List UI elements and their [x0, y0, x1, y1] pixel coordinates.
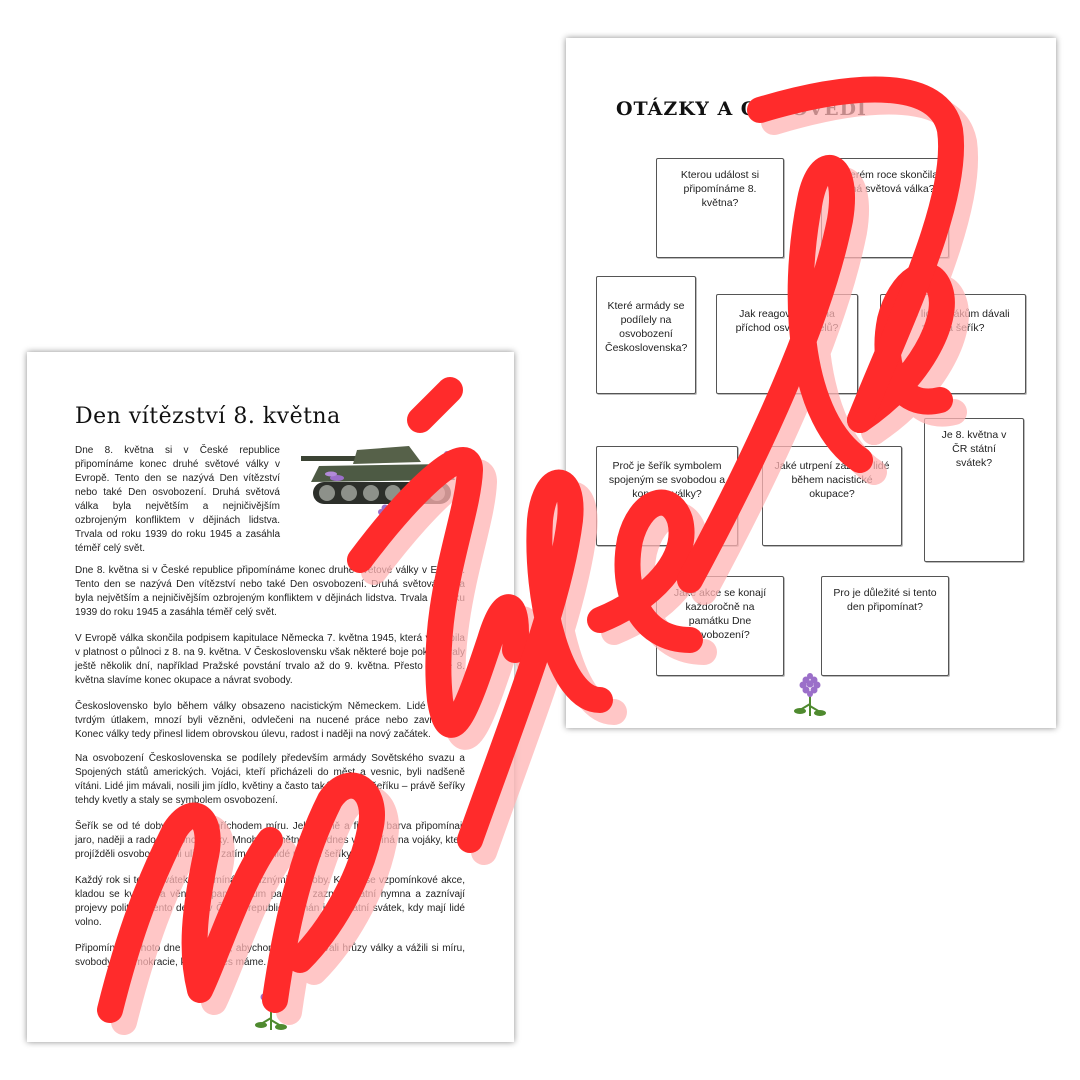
intro-paragraph: Dne 8. května si v České republice připomínáme konec druhé světové války v Evropě. Tento den se nazývá Den vítězství nebo také Den osvobození. Druhá světová válka byla největším a nejničivějším ozbrojeným konfliktem v dějinách lidstva. Trvala od roku 1939 do roku 1945 a zasáhla téměř celý svět. — [75, 445, 280, 554]
text-paragraph: Šeřík se od té doby spojuje s příchodem míru. Jeho vůně a fialová barva připomínají jaro, naději a radost z konce války. Mnoho pamětníků dodnes vzpomíná na vojáky, kteří projížděli osvobozenými ulicemi, zatímco jim lidé mávali šeříky. — [75, 821, 465, 860]
question-box — [762, 446, 902, 546]
lilac-flower-icon — [249, 982, 293, 1032]
question-text: Pro je důležité si tento den připomínat? — [833, 587, 937, 613]
question-text: Které armády se podílely na osvobození Československa? — [605, 300, 688, 354]
question-box — [880, 294, 1026, 394]
question-text: Jak reagovali lidé na příchod osvoboditelů? — [735, 308, 839, 334]
question-text: Kterou událost si připomínáme 8. května? — [680, 169, 760, 209]
text-paragraph: Dne 8. května si v České republice připomínáme konec druhé světové války v Evropě. Tento den se nazývá Den vítězství nebo také Den osvobození. Druhá světová válka byla největším a nejničivějším ozbrojeným konfliktem v dějinách lidstva. Trvala od roku 1939 do roku 1945 a zasáhla téměř celý svět. — [75, 565, 465, 618]
question-box — [924, 418, 1024, 562]
lilac-flower-icon — [788, 670, 832, 718]
question-text: Jaké utrpení zažívali lidé během nacistické okupace? — [774, 460, 890, 500]
question-box — [596, 276, 696, 394]
question-box — [656, 576, 784, 676]
text-paragraph: Československo bylo během války obsazeno nacistickým Německem. Lidé žili pod tvrdým útlakem, mnozí byli vězněni, odvlečeni na nucené práce nebo zavražděni. Konec války tedy přinesl lidem obrovskou úlevu, radost i naději na nový začátek. — [75, 701, 465, 740]
worksheet-page-questions — [566, 38, 1056, 728]
question-text: V kterém roce skončila druhá světová válka? — [831, 169, 939, 195]
text-paragraph: Na osvobození Československa se podílely především armády Sovětského svazu a Spojených států amerických. Vojáci, kteří přicházeli do měst a vesnic, byli nadšeně vítáni. Lidé jim mávali, nosili jim jídlo, květiny a často také větvičky šeříku – právě šeříky tehdy kvetly a staly se symbolem osvobození. — [75, 753, 465, 806]
question-text: Je 8. května v ČR státní svátek? — [941, 429, 1007, 469]
questions-title: OTÁZKY A ODPOVĚDI — [616, 98, 867, 120]
question-box — [596, 446, 738, 546]
text-paragraph: Připomínání tohoto dne je důležité, abychom si pamatovali hrůzy války a vážili si míru, svobody a demokracie, kterou dnes máme. — [75, 943, 465, 968]
question-box — [716, 294, 858, 394]
document-title: Den vítězství 8. května — [75, 404, 341, 429]
question-box — [821, 576, 949, 676]
question-text: Proč lidé vojákům dávali zrovna šeřík? — [896, 308, 1010, 334]
worksheet-page-text — [27, 352, 514, 1042]
question-box — [821, 158, 949, 258]
question-text: Proč je šeřík symbolem spojeným se svobodou a koncem války? — [608, 460, 726, 500]
question-box — [656, 158, 784, 258]
text-paragraph: V Evropě válka skončila podpisem kapitulace Německa 7. května 1945, která vstoupila v platnost o půlnoci z 8. na 9. května. V Československu však některé boje pokračovaly ještě několik dní, například Pražské povstání trvalo až do 9. května. Přesto právě 8. května slavíme konec okupace a návrat svobody. — [75, 633, 465, 686]
question-text: Jaké akce se konají každoročně na památku Dne osvobození? — [673, 587, 767, 641]
text-paragraph: Každý rok si tento svátek připomínáme různými způsoby. Konají se vzpomínkové akce, kladou se květiny a věnce k památníkům padlých, zaznívá státní hymna a zaznívají projevy politiků. Tento den je v České republice uznán jako státní svátek, kdy mají lidé volno. — [75, 875, 465, 928]
tank-illustration — [297, 434, 463, 524]
